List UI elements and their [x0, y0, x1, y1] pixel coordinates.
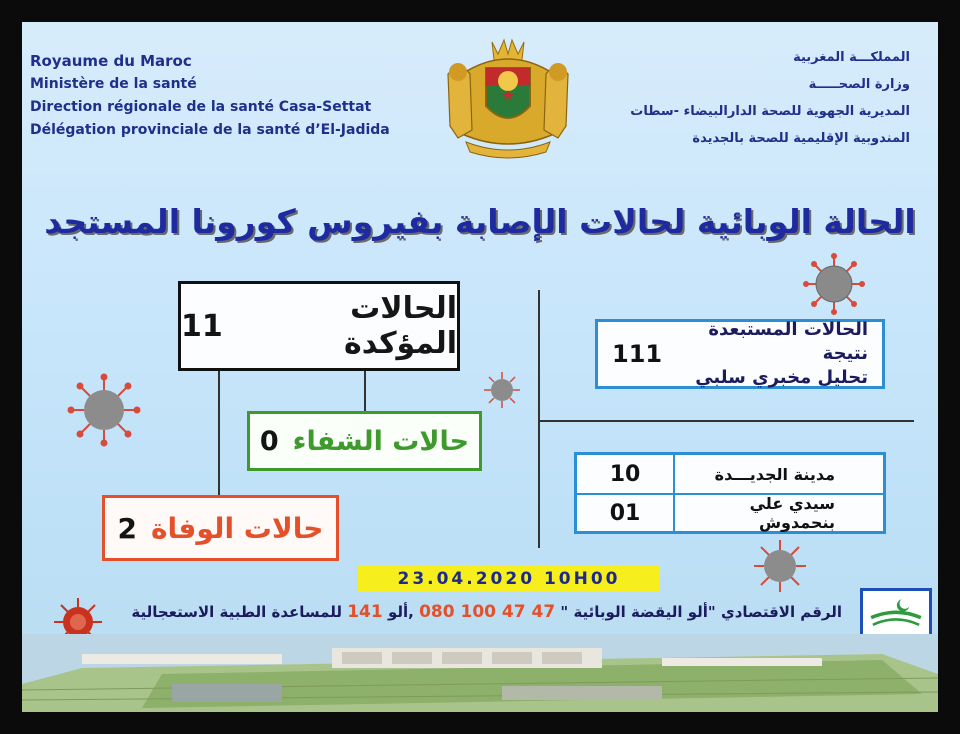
header-fr-line: Direction régionale de la santé Casa-Settat [30, 99, 372, 115]
city-name: مدينة الجديـــدة [673, 455, 883, 493]
page-title: الحالة الوبائية لحالات الإصابة بفيروس كورونا المستجد [44, 202, 916, 241]
connector-line [364, 371, 366, 411]
header-arabic [550, 44, 910, 152]
deaths-box [102, 495, 339, 561]
header-ar-line: المندوبية الإقليمية للصحة بالجديدة [692, 131, 910, 146]
excluded-label-line: الحالات المستبعدة نتيجة [708, 319, 868, 364]
header-ar-line: المديرية الجهوية للصحة الدارالبيضاء -سطات [630, 104, 910, 119]
hotline-suffix: للمساعدة الطبية الاستعجالية [131, 603, 342, 621]
confirmed-label: الحالات المؤكدة [344, 291, 457, 361]
header-french [30, 50, 390, 142]
recovered-value: 0 [259, 425, 279, 457]
divider-vertical [538, 290, 540, 548]
hotline-number: 141 [347, 602, 383, 622]
city-value: 01 [609, 500, 641, 526]
city-name: سيدي علي بنحمدوش [673, 494, 883, 532]
coronavirus-icon [750, 536, 810, 596]
divider-horizontal [538, 420, 914, 422]
hotline-text [132, 602, 842, 622]
excluded-cases-box [595, 319, 885, 389]
excluded-value: 111 [612, 340, 663, 368]
header-ar-line: المملكـــة المغربية [793, 50, 910, 65]
excluded-label [662, 318, 868, 390]
poster [22, 22, 938, 712]
coronavirus-icon [66, 372, 142, 448]
coronavirus-icon [802, 252, 866, 316]
header-fr-line: Royaume du Maroc [30, 52, 192, 70]
confirmed-cases-box [178, 281, 460, 371]
deaths-label: حالات الوفاة [151, 511, 324, 545]
table-row [577, 455, 883, 495]
city-value: 10 [609, 461, 641, 487]
recovered-label: حالات الشفاء [292, 425, 470, 457]
cities-table [574, 452, 886, 534]
coronavirus-icon [482, 370, 522, 410]
moroccan-coat-of-arms-icon [442, 34, 574, 159]
hotline-prefix: الرقم الاقتصادي "ألو اليقضة الوبائية " [560, 603, 842, 621]
recovered-cases-box [247, 411, 482, 471]
excluded-label-line: تحليل مخبري سلبي [695, 367, 868, 388]
date-time-banner: 23.04.2020 10H00 [358, 566, 660, 592]
confirmed-value: 11 [181, 308, 223, 344]
header-ar-line: وزارة الصحـــــة [808, 77, 910, 92]
deaths-value: 2 [117, 511, 137, 545]
hotline-number: 47 47 100 080 [419, 602, 556, 622]
hotline-mid: ,ألو [387, 603, 414, 621]
table-row [577, 494, 883, 532]
header-fr-line: Ministère de la santé [30, 76, 197, 92]
connector-line [218, 371, 220, 495]
header-fr-line: Délégation provinciale de la santé d’El-Jadida [30, 122, 390, 138]
hospital-aerial-illustration [22, 634, 938, 712]
